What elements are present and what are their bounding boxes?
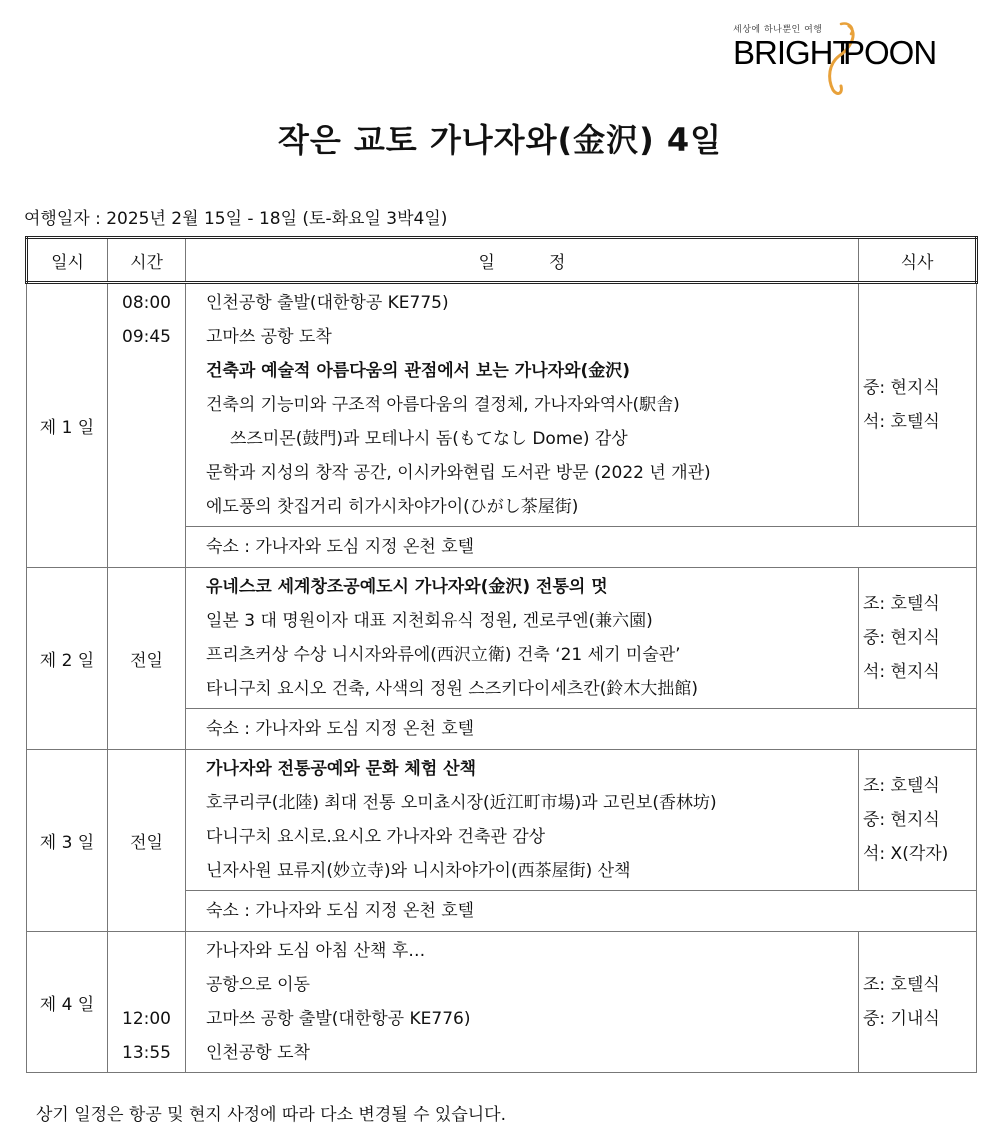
travel-period: 여행일자 : 2025년 2월 15일 - 18일 (토-화요일 3박4일) [24, 209, 448, 229]
time-value: 13:55 [122, 1043, 171, 1063]
meal-item: 중: 현지식 [863, 378, 940, 398]
brand-logo [733, 18, 948, 98]
schedule-cell [186, 932, 859, 1073]
time-value: 전일 [130, 651, 163, 671]
meal-item: 석: X(각자) [863, 844, 949, 864]
lodging-wrap [186, 712, 976, 746]
schedule-line: 에도풍의 찻집거리 히가시차야가이(ひがし茶屋街) [206, 497, 579, 517]
day-label: 제 1 일 [27, 283, 108, 568]
meal-cell [859, 568, 977, 709]
day-row [27, 932, 977, 1073]
lodging-text: 숙소 : 가나자와 도심 지정 온천 호텔 [206, 719, 475, 739]
time-value: 전일 [130, 833, 163, 853]
day-row [27, 283, 977, 527]
lodging-text: 숙소 : 가나자와 도심 지정 온천 호텔 [206, 537, 475, 557]
lodging-wrap [186, 530, 976, 564]
meal-item: 중: 현지식 [863, 628, 940, 648]
schedule-line: 가나자와 도심 아침 산책 후… [206, 941, 426, 961]
schedule-line: 타니구치 요시오 건축, 사색의 정원 스즈키다이세츠칸(鈴木大拙館) [206, 679, 698, 699]
schedule-line: 쓰즈미몬(鼓門)과 모테나시 돔(もてなし Dome) 감상 [230, 429, 628, 449]
schedule-line: 고마쓰 공항 도착 [206, 327, 332, 347]
meal-list [859, 769, 976, 871]
time-value: 08:00 [122, 293, 171, 313]
logo-word-bright: BRIGHT [733, 34, 852, 71]
schedule-lines [186, 750, 858, 890]
schedule-line: 닌자사원 묘류지(妙立寺)와 니시차야가이(西茶屋街) 산책 [206, 861, 631, 881]
meal-item: 중: 현지식 [863, 810, 940, 830]
schedule-line: 인천공항 도착 [206, 1043, 310, 1063]
schedule-line: 유네스코 세계창조공예도시 가나자와(金沢) 전통의 멋 [206, 577, 608, 597]
page-title: 작은 교토 가나자와(金沢) 4일 [277, 121, 723, 159]
meal-cell [859, 932, 977, 1073]
meal-item: 석: 호텔식 [863, 412, 940, 432]
schedule-cell [186, 283, 859, 527]
meal-list [859, 968, 976, 1036]
schedule-line: 프리츠커상 수상 니시자와류에(西沢立衛) 건축 ‘21 세기 미술관’ [206, 645, 681, 665]
schedule-lines [186, 932, 858, 1072]
meal-item: 조: 호텔식 [863, 594, 940, 614]
time-cell [108, 283, 186, 568]
day-row [27, 750, 977, 891]
meal-list [859, 587, 976, 689]
header-schedule: 일 정 [186, 238, 859, 283]
time-value: 09:45 [122, 327, 171, 347]
itinerary-table [25, 236, 978, 1073]
schedule-line: 문학과 지성의 창작 공간, 이시카와현립 도서관 방문 (2022 년 개관) [206, 463, 711, 483]
time-list [108, 932, 185, 1070]
schedule-line: 건축의 기능미와 구조적 아름다움의 결정체, 가나자와역사(駅舎) [206, 395, 680, 415]
lodging-cell [186, 709, 977, 750]
schedule-line: 다니구치 요시로.요시오 가나자와 건축관 감상 [206, 827, 546, 847]
logo-tagline: 세상에 하나뿐인 여행 [733, 25, 823, 35]
meal-item: 석: 현지식 [863, 662, 940, 682]
meal-item: 조: 호텔식 [863, 776, 940, 796]
lodging-wrap [186, 894, 976, 928]
schedule-line: 공항으로 이동 [206, 975, 310, 995]
schedule-line: 가나자와 전통공예와 문화 체험 산책 [206, 759, 477, 779]
time-value: 12:00 [122, 1009, 171, 1029]
meal-list [859, 371, 976, 439]
logo-word-poon: POON [843, 34, 937, 71]
table-header-row [27, 238, 977, 283]
header-meal: 식사 [859, 238, 977, 283]
lodging-cell [186, 527, 977, 568]
schedule-line: 고마쓰 공항 출발(대한항공 KE776) [206, 1009, 471, 1029]
day-label: 제 3 일 [27, 750, 108, 932]
schedule-line: 호쿠리쿠(北陸) 최대 전통 오미쵸시장(近江町市場)과 고린보(香林坊) [206, 793, 717, 813]
schedule-line: 일본 3 대 명원이자 대표 지천회유식 정원, 겐로쿠엔(兼六園) [206, 611, 653, 631]
time-cell [108, 932, 186, 1073]
schedule-line: 건축과 예술적 아름다움의 관점에서 보는 가나자와(金沢) [206, 361, 630, 381]
schedule-line: 인천공항 출발(대한항공 KE775) [206, 293, 449, 313]
header-time: 시간 [108, 238, 186, 283]
time-cell [108, 750, 186, 932]
time-list [108, 284, 185, 354]
meal-cell [859, 750, 977, 891]
time-cell [108, 568, 186, 750]
lodging-text: 숙소 : 가나자와 도심 지정 온천 호텔 [206, 901, 475, 921]
meal-item: 조: 호텔식 [863, 975, 940, 995]
schedule-lines [186, 568, 858, 708]
schedule-cell [186, 750, 859, 891]
day-label: 제 2 일 [27, 568, 108, 750]
header-day: 일시 [27, 238, 108, 283]
day-row [27, 568, 977, 709]
meal-item: 중: 기내식 [863, 1009, 940, 1029]
meal-cell [859, 283, 977, 527]
lodging-cell [186, 891, 977, 932]
footnote: 상기 일정은 항공 및 현지 사정에 따라 다소 변경될 수 있습니다. [36, 1105, 506, 1125]
schedule-cell [186, 568, 859, 709]
itinerary-body [27, 283, 977, 1073]
day-label: 제 4 일 [27, 932, 108, 1073]
schedule-lines [186, 284, 858, 526]
